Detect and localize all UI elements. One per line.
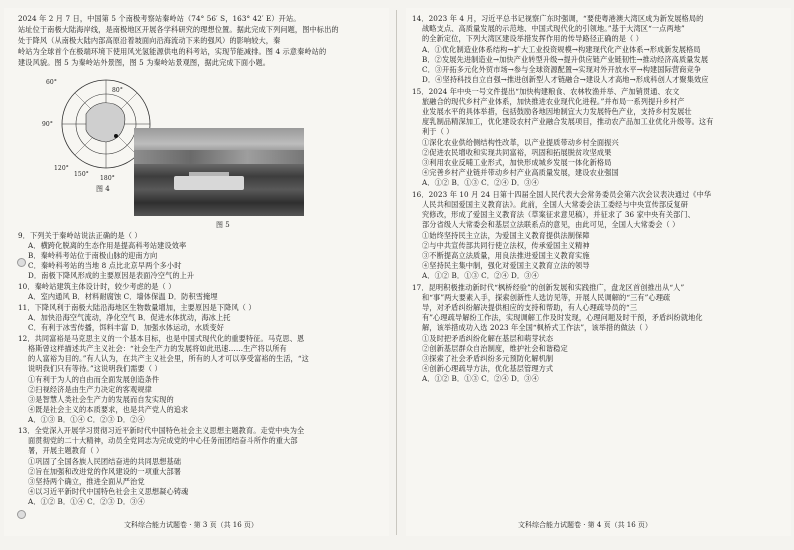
fig4-lon-120: 120° <box>54 165 69 172</box>
q9-stem: 9．下列关于秦岭站说法正确的是（ ） <box>18 231 142 240</box>
q12-stem-4: 说明我们只有等待。”这说明我们需要（ ） <box>28 364 162 373</box>
fig4-lat-80: 80° <box>112 87 123 94</box>
q17-stem-2: 和“事”两大要素入手，探索创新性人选访见等，开展人民调解的“三有”心理疏 <box>422 293 671 302</box>
q13-item-1: ①巩固了全国各族人民团结奋进的共同思想基础 <box>28 457 182 466</box>
q17-stem-1: 17．昆明积极推动新时代“枫桥经验”的创新发展和实践推广，盘龙区首创推出从“人” <box>412 283 685 292</box>
q15-item-1: ①深化农业供给侧结构性改革，以产业提质带动乡村全面振兴 <box>422 138 619 147</box>
q11-options-cd: C．有利于冰雪传播，饵料丰富 D．加强水体运动，水质变好 <box>28 323 225 332</box>
intro-line-5: 建设风貌。图 5 为秦岭站外景图，图 5 为秦岭站景观图，据此完成下面小题。 <box>18 58 271 67</box>
q13-options: A．①② B．①④ C．②③ D．③④ <box>28 497 145 506</box>
intro-line-4: 岭站为全球首个在极端环境下使用风光氢能源供电的科考站，实现节能减排。图 4 示意秦岭站的 <box>18 47 327 56</box>
q15-stem-2: 旅融合的现代乡村产业体系，加快推进农业现代化进程。”并布局一系列提升乡村产 <box>422 97 685 106</box>
q16-stem-2: 人民共和国爱国主义教育法》。此前，全国人大常委会法工委经与中央宣传部反复研 <box>422 200 689 209</box>
q15-stem-1: 15．2024 年中央一号文件提出“加快构建粮食、农林牧渔并举、产加销贯通、农文 <box>412 87 680 96</box>
q12-item-2: ②扫视经济是由生产力决定的客观规律 <box>28 385 152 394</box>
q12-stem-3: 的人富裕为目的。”有人认为，在共产主义社会里，所有的人才可以享受富裕的生活，“这 <box>28 354 309 363</box>
q9-option-d: D．南极下降风形成的主要原因是表面冷空气的上升 <box>28 271 195 280</box>
q15-item-4: ④完善乡村产业链并带动乡村产业高质量发展，建设农业强国 <box>422 168 619 177</box>
q12-item-3: ③是智慧人类社会生产力的发展而自发实现的 <box>28 395 174 404</box>
q17-item-4: ④创新心理疏导方法，优化基层管理方式 <box>422 364 554 373</box>
q17-options: A．①② B．①③ C．②④ D．③④ <box>422 374 539 383</box>
fig4-lon-150: 150° <box>74 171 89 178</box>
q13-item-4: ④以习近平新时代中国特色社会主义思想凝心铸魂 <box>28 487 189 496</box>
research-station-photo <box>134 128 304 216</box>
q16-options: A．①② B．①③ C．②④ D．③④ <box>422 271 539 280</box>
q16-item-4: ④坚持民主集中制，强化对爱国主义教育立法的领导 <box>422 261 590 270</box>
q13-item-3: ③坚持两个确立，推进全面从严治党 <box>28 477 145 486</box>
q15-item-2: ②促进农民增收和实现共同富裕，巩固和拓展脱贫攻坚成果 <box>422 148 612 157</box>
fig4-lon-90: 90° <box>42 121 53 128</box>
intro-line-3: 处于降风（从南极大陆内部高原沿着坡面向沿海流动下来的强风）的影响较大，秦 <box>18 36 281 45</box>
q13-stem-1: 13．全党深入开展学习贯彻习近平新时代中国特色社会主义思想主题教育。走党中央为全 <box>18 426 305 435</box>
q17-stem-5: 解，该举措成功入选 2023 年全国“枫桥式工作法”，该举措的做法（ ） <box>422 323 653 332</box>
q15-stem-5: 利于（ ） <box>422 127 454 136</box>
q9-option-b: B．秦岭科考站位于南极山脉的迎南方向 <box>28 251 158 260</box>
q13-stem-3: 署，开展主题教育（ ） <box>28 446 104 455</box>
left-page <box>4 8 389 536</box>
q16-item-2: ②与中共宣传部共同行使立法权，传承爱国主义精神 <box>422 241 590 250</box>
q12-options: A．①③ B．①④ C．②③ D．②④ <box>28 415 145 424</box>
q17-stem-4: 有”心理疏导解纷工作法，实现调解工作及时发现，心理问题及时干预，矛盾纠纷就地化 <box>422 313 703 322</box>
q12-stem-1: 12．共同富裕是马克思主义的一个基本目标，也是中国式现代化的重要特征。马克思、恩 <box>18 334 305 343</box>
left-page-footer: 文科综合能力试题卷 · 第 3 页（共 16 页） <box>124 521 258 529</box>
q12-item-1: ①有利于为人的自由而全面发展创造条件 <box>28 375 160 384</box>
q14-stem-2: 战略支点、高质量发展的示范地、中国式现代化的引领地。”基于大湾区“一点两地” <box>422 24 685 33</box>
q10-options: A．室内通风 B．材料耐腐蚀 C．墙体保温 D．防积雪掩埋 <box>28 292 218 301</box>
intro-line-1: 2024 年 2 月 7 日，中国第 5 个南极考察站秦岭站（74° 56′ S，163° 42′ E）开站。 <box>18 14 301 23</box>
intro-line-2: 站址位于南极大陆海岸线，是南极地区开展各学科研究的理想位置。据此完成下列问题，图中标出的 <box>18 25 339 34</box>
q14-option-c: C．③开拓多元化外贸市场→参与全球资源配置→实现对外开放水平→构建国际营商竞争 <box>422 65 702 74</box>
q17-item-3: ③探索了社会矛盾纠纷多元预防化解机制 <box>422 354 554 363</box>
q16-item-3: ③不断提高立法质量，用良法推进爱国主义教育实施 <box>422 251 590 260</box>
q16-stem-4: 部分省级人大常委会和基层立法联系点的意见，由此可见，全国人大常委会（ ） <box>422 220 680 229</box>
q16-stem-1: 16．2023 年 10 月 24 日第十四届全国人民代表大会常务委员会第六次会议表决通过《中华 <box>412 190 712 199</box>
q12-stem-2: 格斯曾这样描述共产主义社会：“社会生产力的发展将如此迅速……生产将以所有 <box>28 344 287 353</box>
q17-stem-3: 导，对矛盾纠纷解决提供相应的支持和帮助，有人心理疏导员的“三 <box>422 303 638 312</box>
fig4-caption: 图 4 <box>96 185 110 193</box>
fig4-lon-180: 180° <box>100 175 115 182</box>
q12-item-4: ④既是社会主义的本质要求，也是共产党人的追求 <box>28 405 189 414</box>
q13-item-2: ②旨在加强和改进党的作风建设的一项重大部署 <box>28 467 182 476</box>
fig5-caption: 图 5 <box>216 221 230 229</box>
q14-option-d: D．④坚持科技自立自强→推进创新型人才链融合→建设人才高地→形成科创人才聚集效应 <box>422 75 709 84</box>
q14-option-b: B．②发展先进制造业→加快产业转型升级→提升供应链产业链韧性→推动经济高质量发展 <box>422 55 709 64</box>
q11-stem: 11．下降风利于南极大陆沿海地区生物数量增加，主要原因是下降风（ ） <box>18 303 256 312</box>
q16-stem-3: 究修改，形成了爱国主义教育法（草案征求意见稿），并征求了 36 家中央有关部门、 <box>422 210 695 219</box>
q16-item-1: ①始终坚持民主立法，为爱国主义教育提供法制保障 <box>422 231 590 240</box>
page-divider <box>396 10 397 535</box>
q15-options: A．①② B．①③ C．②④ D．③④ <box>422 178 539 187</box>
q17-item-2: ②创新基层群众自治制度，维护社会和谐稳定 <box>422 344 568 353</box>
q11-options-ab: A．加快沿海空气流动，净化空气 B．促进水体扰动，海冰上托 <box>28 313 231 322</box>
q15-item-3: ③利用农业反哺工业形式，加快形成城乡发展一体化新格局 <box>422 158 612 167</box>
q17-item-1: ①及时把矛盾纠纷化解在基层和萌芽状态 <box>422 334 554 343</box>
binder-hole <box>17 258 26 267</box>
q9-option-c: C．秦岭科考站的当地 8 点比北京早两个多小时 <box>28 261 182 270</box>
right-page <box>406 8 791 536</box>
q13-stem-2: 面贯彻党的二十大精神，动员全党同志为完成党的中心任务而团结奋斗所作的重大部 <box>28 436 298 445</box>
q14-stem-3: 的全新定位，下列大湾区建设举措发挥作用的传导路径正确的是（ ） <box>422 34 644 43</box>
q14-option-a: A．①优化制造业体系结构→扩大工业投资规模→构建现代化产业体系→形成新发展格局 <box>422 45 701 54</box>
q10-stem: 10．秦岭站建筑主体设计时，较少考虑的是（ ） <box>18 282 176 291</box>
q15-stem-3: 业发展水平的具体举措，包括鼓励各地因地制宜大力发展特色产业，支持乡村发展壮 <box>422 107 692 116</box>
fig4-lat-60: 60° <box>46 79 57 86</box>
binder-hole <box>17 510 26 519</box>
right-page-footer: 文科综合能力试题卷 · 第 4 页（共 16 页） <box>518 521 652 529</box>
q9-option-a: A．横跨化脱离的生态作用是提高科考站建设效率 <box>28 241 187 250</box>
q15-stem-4: 度乳制品精深加工，优化建设农村产业融合发展项目，推动农产品加工业优化升级等。这有 <box>422 117 714 126</box>
q14-stem-1: 14．2023 年 4 月，习近平总书记视察广东时强调，“要使粤港澳大湾区成为新发展格局的 <box>412 14 704 23</box>
